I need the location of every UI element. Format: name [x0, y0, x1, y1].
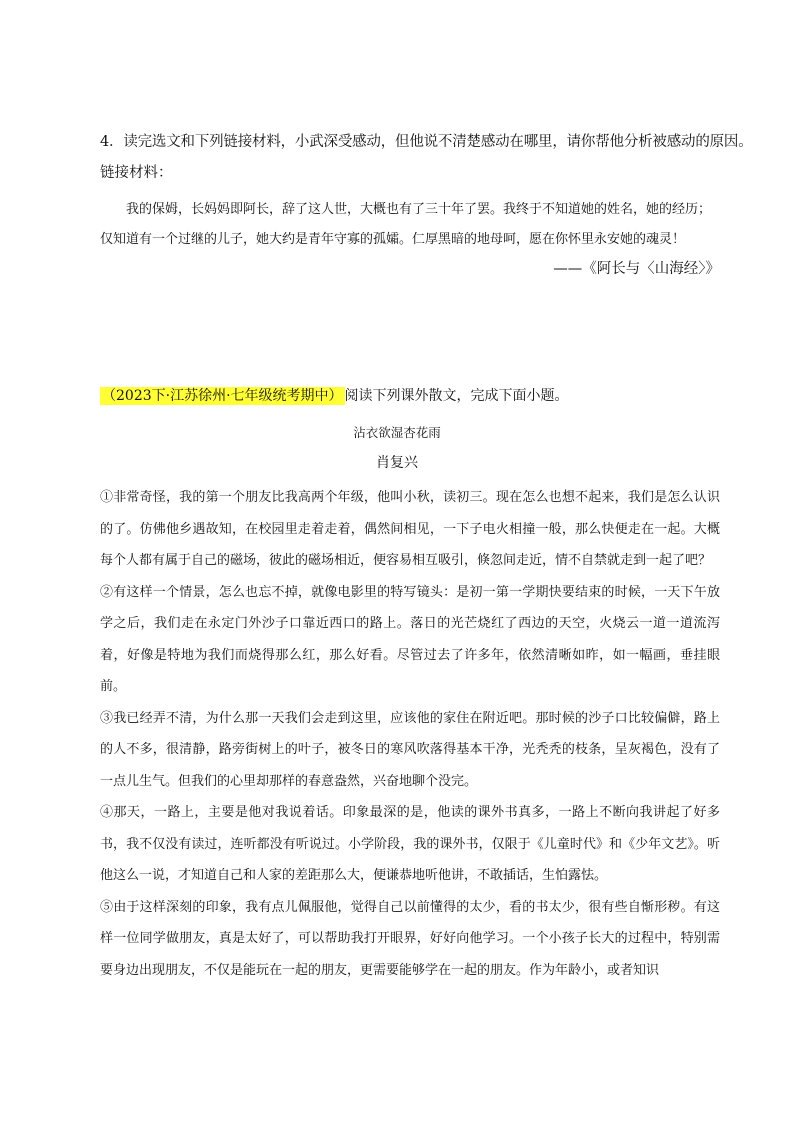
question-4-prompt: 4．读完选文和下列链接材料，小武深受感动，但他说不清楚感动在哪里，请你帮他分析被感动的原因。	[100, 134, 753, 150]
quote-line-2: 仅知道有一个过继的儿子，她大约是青年守寡的孤孀。仁厚黑暗的地母呵，愿在你怀里永安她的魂灵！	[100, 232, 686, 247]
paragraph-4: ④那天，一路上，主要是他对我说着话。印象最深的是，他读的课外书真多，一路上不断向我讲起了好多书，我不仅没有读过，连听都没有听说过。小学阶段，我的课外书，仅限于《儿童时代》和《少年文艺》。听他这么一说，才知道自己和人家的差距那么大，便谦恭地听他讲，不敢插话，生怕露怯。	[100, 805, 720, 883]
passage-body	[100, 482, 720, 986]
passage-author: 肖复兴	[376, 455, 418, 471]
paragraph-2: ②有这样一个情景，怎么也忘不掉，就像电影里的特写镜头：是初一第一学期快要结束的时候，一天下午放学之后，我们走在永定门外沙子口靠近西口的路上。落日的光芒烧红了西边的天空，火烧云一道一道流泻着，好像是特地为我们而烧得那么红，那么好看。尽管过去了许多年，依然清晰如昨，如一幅画，垂挂眼前。	[100, 584, 720, 694]
passage-header	[100, 385, 720, 407]
paragraph-3: ③我已经弄不清，为什么那一天我们会走到这里，应该他的家住在附近吧。那时候的沙子口比较偏僻，路上的人不多，很清静，路旁街树上的叶子，被冬日的寒风吹落得基本干净，光秃秃的枝条，呈灰褐色，没有了一点儿生气。但我们的心里却那样的春意盎然，兴奋地聊个没完。	[100, 710, 720, 789]
passage-title: 沾衣欲湿杏花雨	[353, 425, 441, 440]
paragraph-1: ①非常奇怪，我的第一个朋友比我高两个年级，他叫小秋，读初三。现在怎么也想不起来，我们是怎么认识的了。仿佛他乡遇故知，在校园里走着走着，偶然间相见，一下子电火相撞一般，那么快便走在一起。大概每个人都有属于自己的磁场，彼此的磁场相近，便容易相互吸引，倏忽间走近，情不自禁就走到一起了吧？	[100, 490, 720, 568]
link-material-label: 链接材料：	[100, 165, 173, 181]
exam-source-highlight: （2023下·江苏徐州·七年级统考期中）	[102, 388, 343, 404]
quote-line-1: 我的保姆，长妈妈即阿长，辞了这人世，大概也有了三十年了罢。我终于不知道她的姓名，她的经历；	[126, 202, 712, 217]
quote-source: ——《阿长与〈山海经〉》	[553, 261, 720, 277]
passage-instruction: 阅读下列课外散文，完成下面小题。	[344, 388, 569, 404]
paragraph-5: ⑤由于这样深刻的印象，我有点儿佩服他，觉得自己以前懂得的太少，看的书太少，很有些自惭形秽。有这样一位同学做朋友，真是太好了，可以帮助我打开眼界，好好向他学习。一个小孩子长大的过程中，特别需要身边出现朋友，不仅是能玩在一起的朋友，更需要能够学在一起的朋友。作为年龄小，或者知识	[100, 899, 720, 978]
link-material-quote	[100, 195, 725, 255]
